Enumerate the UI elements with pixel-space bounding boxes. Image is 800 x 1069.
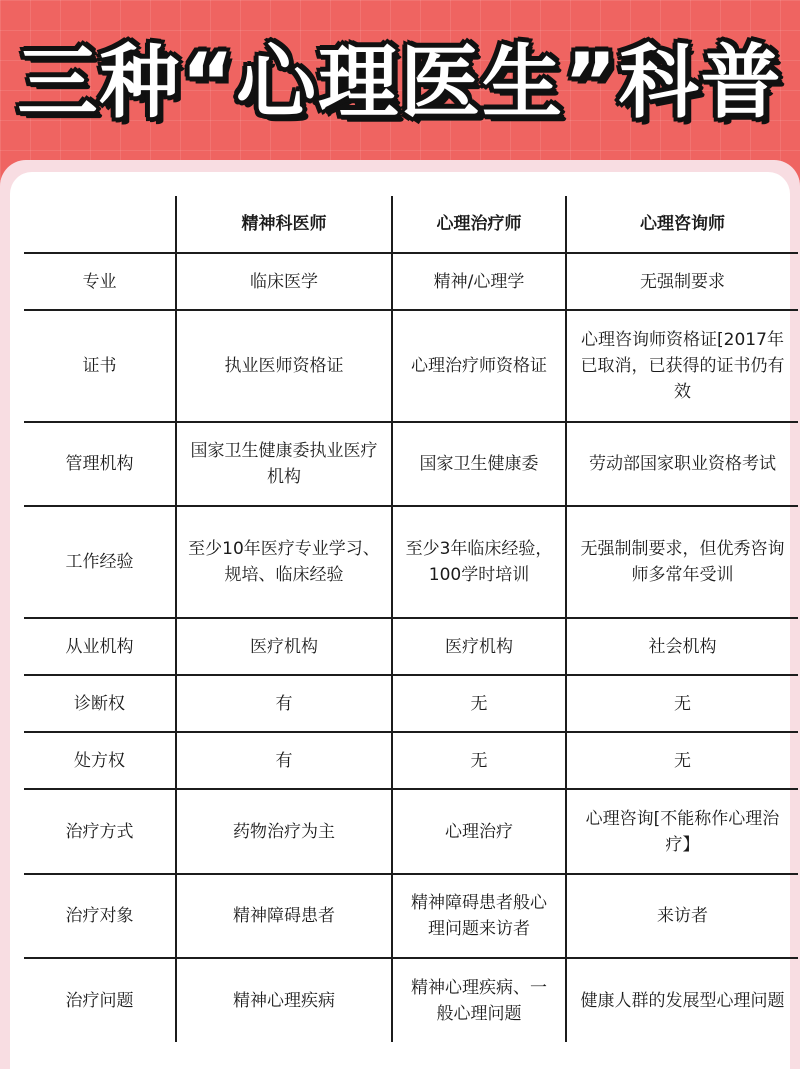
table-row <box>24 506 798 618</box>
row-label: 处方权 <box>24 732 176 789</box>
table-row <box>24 618 798 675</box>
row-label: 治疗对象 <box>24 874 176 958</box>
header-counselor: 心理咨询师 <box>566 196 798 253</box>
table-cell: 精神心理疾病 <box>176 958 392 1042</box>
table-row <box>24 422 798 506</box>
table-cell: 无强制要求 <box>566 253 798 310</box>
table-cell: 无 <box>566 675 798 732</box>
table-row <box>24 253 798 310</box>
table-cell: 精神障碍患者 <box>176 874 392 958</box>
header-row <box>24 196 798 253</box>
table-row <box>24 732 798 789</box>
table-row <box>24 675 798 732</box>
table-row <box>24 958 798 1042</box>
content-card <box>0 160 800 1069</box>
row-label: 治疗问题 <box>24 958 176 1042</box>
table-cell: 来访者 <box>566 874 798 958</box>
table-row <box>24 789 798 874</box>
table-cell: 社会机构 <box>566 618 798 675</box>
table-cell: 至少3年临床经验，100学时培训 <box>392 506 566 618</box>
table-cell: 精神心理疾病、一般心理问题 <box>392 958 566 1042</box>
table-cell: 医疗机构 <box>392 618 566 675</box>
table-cell: 精神/心理学 <box>392 253 566 310</box>
comparison-table <box>24 196 798 1042</box>
table-cell: 国家卫生健康委执业医疗机构 <box>176 422 392 506</box>
header-psychotherapist: 心理治疗师 <box>392 196 566 253</box>
table-cell: 无 <box>566 732 798 789</box>
table-cell: 劳动部国家职业资格考试 <box>566 422 798 506</box>
table-cell: 无 <box>392 675 566 732</box>
card-inner <box>10 172 790 1069</box>
table-cell: 国家卫生健康委 <box>392 422 566 506</box>
table-cell: 临床医学 <box>176 253 392 310</box>
row-label: 治疗方式 <box>24 789 176 874</box>
table-cell: 医疗机构 <box>176 618 392 675</box>
row-label: 证书 <box>24 310 176 422</box>
table-cell: 心理咨询[不能称作心理治疗】 <box>566 789 798 874</box>
page-title: 三种“心理医生”科普 <box>17 36 783 129</box>
row-label: 管理机构 <box>24 422 176 506</box>
row-label: 工作经验 <box>24 506 176 618</box>
table-cell: 精神障碍患者般心理问题来访者 <box>392 874 566 958</box>
table-row <box>24 874 798 958</box>
table-cell: 心理咨询师资格证[2017年已取消，已获得的证书仍有效 <box>566 310 798 422</box>
table-cell: 执业医师资格证 <box>176 310 392 422</box>
table-row <box>24 310 798 422</box>
table-cell: 至少10年医疗专业学习、规培、临床经验 <box>176 506 392 618</box>
table-cell: 有 <box>176 675 392 732</box>
table-cell: 心理治疗师资格证 <box>392 310 566 422</box>
table-cell: 心理治疗 <box>392 789 566 874</box>
table-cell: 药物治疗为主 <box>176 789 392 874</box>
row-label: 从业机构 <box>24 618 176 675</box>
header-corner <box>24 196 176 253</box>
table-cell: 有 <box>176 732 392 789</box>
header-psychiatrist: 精神科医师 <box>176 196 392 253</box>
row-label: 专业 <box>24 253 176 310</box>
table-cell: 无强制制要求，但优秀咨询师多常年受训 <box>566 506 798 618</box>
table-cell: 健康人群的发展型心理问题 <box>566 958 798 1042</box>
table-cell: 无 <box>392 732 566 789</box>
row-label: 诊断权 <box>24 675 176 732</box>
